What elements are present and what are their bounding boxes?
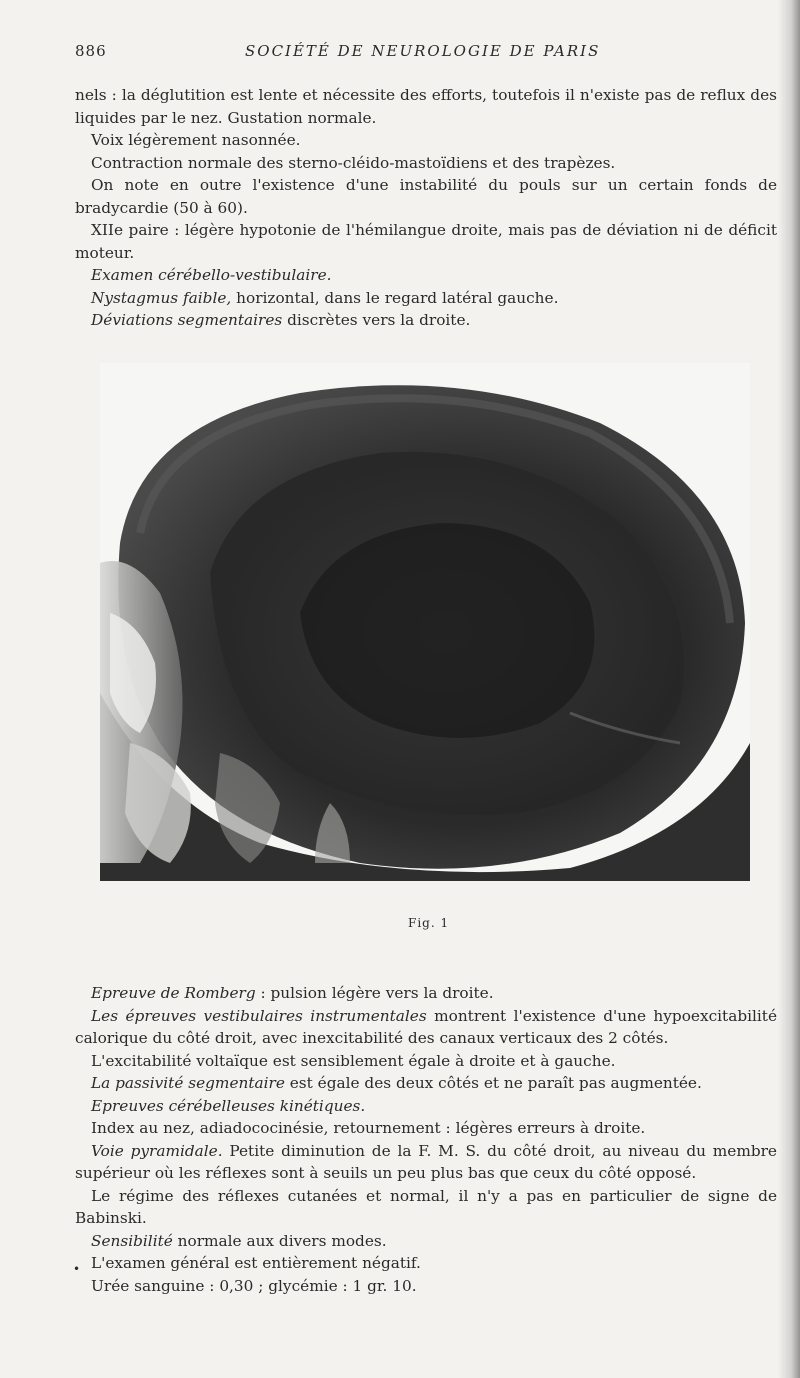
inline-label: Nystagmus faible,: [91, 288, 232, 307]
inline-text: L'excitabilité voltaïque est sensiblement égale à droite et à gauche.: [91, 1051, 616, 1070]
paragraph: XIIe paire : légère hypotonie de l'hémilangue droite, mais pas de déviation ni de déficit moteur.: [75, 221, 777, 262]
paragraph: [75, 1050, 777, 1073]
paragraph: [75, 982, 777, 1005]
inline-label: Les épreuves vestibulaires instrumentales: [91, 1006, 427, 1025]
running-title: SOCIÉTÉ DE NEUROLOGIE DE PARIS: [245, 42, 601, 60]
paragraph: [75, 1252, 777, 1275]
inline-label: Sensibilité: [91, 1231, 173, 1250]
paragraph: [75, 1095, 777, 1118]
paragraph: Voix légèrement nasonnée.: [91, 131, 301, 149]
paragraph: [75, 1140, 777, 1185]
inline-text: Index au nez, adiadococinésie, retournement : légères erreurs à droite.: [91, 1119, 646, 1137]
page-number: 886: [75, 42, 107, 60]
top-text-block: [75, 84, 777, 332]
paragraph: [75, 1072, 777, 1095]
inline-text: horizontal, dans le regard latéral gauche.: [231, 288, 559, 307]
paragraph: On note en outre l'existence d'une instabilité du pouls sur un certain fonds de bradycardie (50 à 60).: [75, 176, 777, 217]
paragraph: [75, 1117, 777, 1140]
inline-text: discrètes vers la droite.: [282, 311, 471, 329]
paragraph: [75, 1230, 777, 1253]
page-edge-shadow: [778, 0, 800, 1378]
inline-text: normale aux divers modes.: [172, 1231, 387, 1250]
paragraph: [75, 1005, 777, 1050]
paragraph: [75, 1275, 777, 1298]
bottom-text-block: [75, 982, 777, 1297]
inline-label: Epreuves cérébelleuses kinétiques.: [91, 1096, 366, 1115]
paragraph: Contraction normale des sterno-cléido-mastoïdiens et des trapèzes.: [91, 153, 616, 172]
paragraph: [75, 309, 777, 332]
inline-text: : pulsion légère vers la droite.: [255, 984, 494, 1002]
inline-label: Voie pyramidale.: [91, 1141, 223, 1160]
paragraph: [75, 1185, 777, 1230]
inline-text: Petite diminution de la F. M. S. du côté droit, au niveau du membre supérieur où les réflexes sont à seuils un peu plus bas que ceux du côté opposé.: [75, 1141, 777, 1182]
inline-label: La passivité segmentaire: [91, 1074, 285, 1092]
inline-label: Déviations segmentaires: [91, 311, 283, 329]
stray-mark: •: [73, 1262, 81, 1276]
inline-text: Urée sanguine : 0,30 ; glycémie : 1 gr. 10.: [91, 1276, 417, 1295]
inline-text: est égale des deux côtés et ne paraît pas augmentée.: [284, 1074, 702, 1092]
figure-caption: Fig. 1: [408, 916, 450, 930]
inline-text: Le régime des réflexes cutanées et normal, il n'y a pas en particulier de signe de Babinski.: [75, 1186, 777, 1227]
skull-xray-image: [100, 363, 750, 881]
paragraph: [75, 287, 777, 310]
inline-text: L'examen général est entièrement négatif.: [91, 1254, 421, 1272]
inline-text: montrent l'existence d'une hypoexcitabilité calorique du côté droit, avec inexcitabilité des canaux verticaux des 2 côtés.: [75, 1006, 777, 1047]
inline-label: Epreuve de Romberg: [91, 984, 256, 1002]
paragraph: nels : la déglutition est lente et nécessite des efforts, toutefois il n'existe pas de reflux des liquides par le nez. Gustation normale.: [75, 86, 777, 127]
exam-heading: Examen cérébello-vestibulaire.: [91, 266, 332, 284]
xray-figure: [100, 363, 750, 881]
running-header: [75, 42, 775, 64]
